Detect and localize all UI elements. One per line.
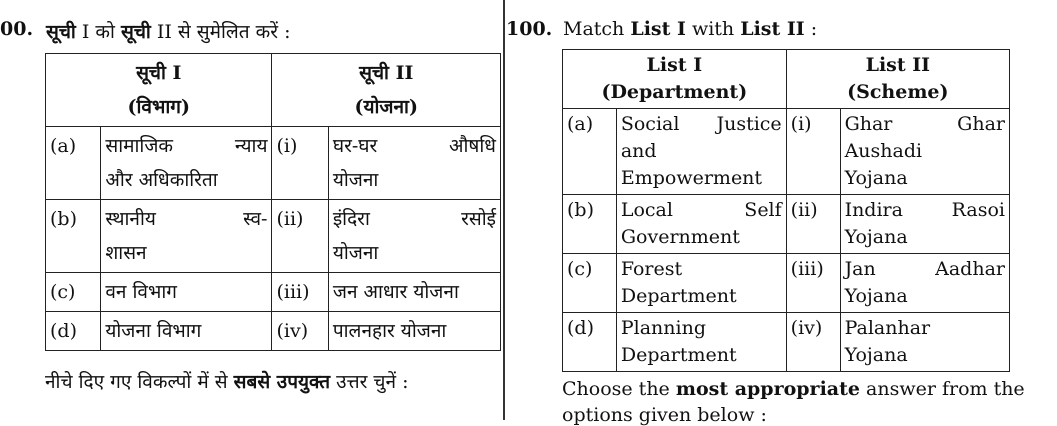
header-list-2: List II (Scheme) (786, 50, 1009, 109)
question-number: 100. (506, 18, 553, 40)
header-list-1: List I (Department) (563, 50, 787, 109)
question-title: सूची I को सूची II से सुमेलित करें : (46, 21, 291, 43)
question-hindi (0, 0, 503, 420)
table-row: (d) योजना विभाग (iv) पालनहार योजना (46, 312, 501, 351)
instruction-english-line2: options given below : (562, 404, 767, 426)
column-divider (503, 0, 505, 420)
question-number: 00. (0, 18, 34, 40)
question-title: Match List I with List II : (563, 18, 818, 40)
table-row: (a) सामाजिक न्याय और अधिकारिता (i) घर-घर औषधि योजना (46, 127, 501, 200)
table-row: (c) वन विभाग (iii) जन आधार योजना (46, 273, 501, 312)
header-list-1: सूची I (विभाग) (46, 54, 272, 127)
header-list-2: सूची II (योजना) (272, 54, 501, 127)
instruction-hindi: नीचे दिए गए विकल्पों में से सबसे उपयुक्त उत्तर चुनें : (45, 371, 409, 393)
match-table-english (562, 49, 1010, 372)
match-table-hindi (45, 53, 501, 351)
table-row: (c) Forest Department (iii) Jan Aadhar Yojana (563, 254, 1010, 313)
table-row: (b) स्थानीय स्व- शासन (ii) इंदिरा रसोई योजना (46, 200, 501, 273)
question-english (506, 0, 1057, 426)
table-row: (a) Social Justice and Empowerment (i) Ghar Ghar Aushadi Yojana (563, 109, 1010, 195)
instruction-english: Choose the most appropriate answer from the (562, 378, 1025, 400)
table-row: (d) Planning Department (iv) Palanhar Yojana (563, 313, 1010, 372)
table-row: (b) Local Self Government (ii) Indira Rasoi Yojana (563, 195, 1010, 254)
